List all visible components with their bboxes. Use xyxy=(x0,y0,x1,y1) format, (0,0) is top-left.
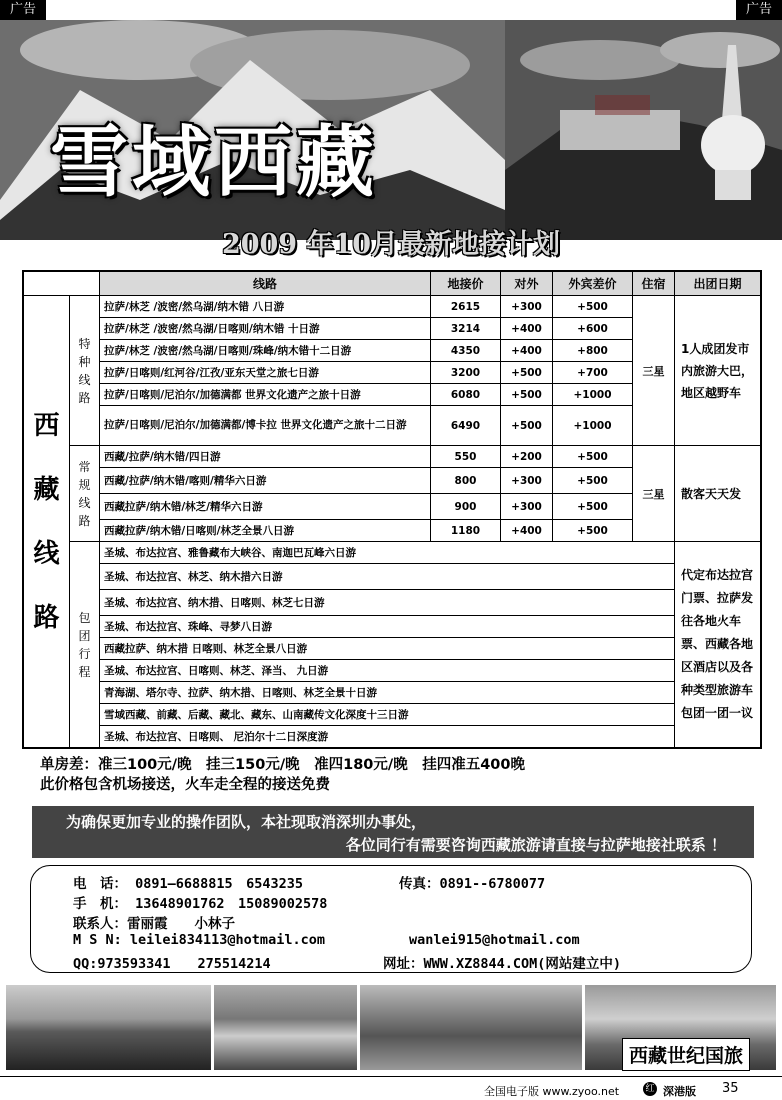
price: 1180 xyxy=(431,520,501,542)
table-row xyxy=(24,616,761,638)
price: 6490 xyxy=(431,406,501,446)
plan-subtitle: 2009 年10月最新地接计划 xyxy=(221,229,561,260)
external-price: +400 xyxy=(501,318,553,340)
table-row xyxy=(24,542,761,564)
mobile-number: 手 机： 13648901762 15089002578 xyxy=(73,896,328,912)
website: 网址：WWW.XZ8844.COM(网站建立中) xyxy=(383,956,622,972)
charter-route: 圣城、布达拉宫、纳木措、日喀则、林芝七日游 xyxy=(100,590,675,616)
foreign-diff: +500 xyxy=(553,494,633,520)
external-price: +500 xyxy=(501,362,553,384)
charter-route: 圣城、布达拉宫、日喀则、林芝、泽当、 九日游 xyxy=(100,660,675,682)
notice-line-1: 为确保更加专业的操作团队，本社现取消深圳办事处， xyxy=(66,813,427,831)
external-price: +300 xyxy=(501,296,553,318)
external-price: +500 xyxy=(501,384,553,406)
lodging-regular: 三星 xyxy=(633,446,675,542)
route-name: 西藏拉萨/纳木错/林芝/精华六日游 xyxy=(100,494,431,520)
price: 3200 xyxy=(431,362,501,384)
region-label: 西藏线路 xyxy=(24,296,70,748)
foreign-diff: +600 xyxy=(553,318,633,340)
dates-special: 1人成团发市内旅游大巴，地区越野车 xyxy=(675,296,761,446)
photo-town xyxy=(214,985,357,1070)
route-name: 拉萨/林芝 /波密/然乌湖/日喀则/纳木错 十日游 xyxy=(100,318,431,340)
price: 2615 xyxy=(431,296,501,318)
price: 900 xyxy=(431,494,501,520)
photo-temple xyxy=(360,985,582,1070)
ad-label-left: 广告 xyxy=(0,0,46,20)
external-price: +400 xyxy=(501,340,553,362)
notice-banner xyxy=(32,806,754,858)
route-name: 拉萨/日喀则/尼泊尔/加德满都 世界文化遗产之旅十日游 xyxy=(100,384,431,406)
page-footer xyxy=(0,1076,782,1100)
footer-edition: 深港版 xyxy=(663,1085,696,1098)
charter-route: 西藏拉萨、纳木措 日喀则、林芝全景八日游 xyxy=(100,638,675,660)
route-name: 拉萨/日喀则/红河谷/江孜/亚东天堂之旅七日游 xyxy=(100,362,431,384)
table-header-row xyxy=(24,272,761,296)
qq-number: QQ:973593341 275514214 xyxy=(73,956,271,972)
price: 4350 xyxy=(431,340,501,362)
charter-route: 雪域西藏、前藏、后藏、藏北、藏东、山南藏传文化深度十三日游 xyxy=(100,704,675,726)
foreign-diff: +700 xyxy=(553,362,633,384)
external-price: +400 xyxy=(501,520,553,542)
room-surcharge: 单房差：准三100元/晚 挂三150元/晚 准四180元/晚 挂四准五400晚 xyxy=(40,757,525,773)
phone-number: 电 话： 0891—6688815 6543235 xyxy=(73,876,304,892)
route-name: 西藏/拉萨/纳木错/四日游 xyxy=(100,446,431,468)
price: 3214 xyxy=(431,318,501,340)
msn-1: M S N: leilei834113@hotmail.com xyxy=(73,932,325,948)
table-row xyxy=(24,446,761,468)
transfer-note: 此价格包含机场接送，火车走全程的接送免费 xyxy=(40,777,330,793)
contact-box xyxy=(30,865,752,973)
price: 6080 xyxy=(431,384,501,406)
hero-banner xyxy=(0,20,782,240)
price: 800 xyxy=(431,468,501,494)
agency-logo-text: 西藏世纪国旅 xyxy=(622,1038,750,1071)
page-number: 35 xyxy=(722,1081,739,1096)
foreign-diff: +1000 xyxy=(553,384,633,406)
charter-route: 圣城、布达拉宫、林芝、纳木措六日游 xyxy=(100,564,675,590)
col-dates: 出团日期 xyxy=(675,272,761,296)
route-name: 拉萨/林芝 /波密/然乌湖/日喀则/珠峰/纳木错十二日游 xyxy=(100,340,431,362)
page-title: 雪域西藏 xyxy=(50,117,379,208)
header-blank xyxy=(24,272,100,296)
foreign-diff: +800 xyxy=(553,340,633,362)
charter-route: 青海湖、塔尔寺、拉萨、纳木措、日喀则、林芝全景十日游 xyxy=(100,682,675,704)
col-foreign: 外宾差价 xyxy=(553,272,633,296)
table-row xyxy=(24,638,761,660)
routes-table xyxy=(22,270,762,749)
table-row xyxy=(24,704,761,726)
charter-note: 代定布达拉宫门票、拉萨发往各地火车票、西藏各地区酒店以及各种类型旅游车包团一团一议 xyxy=(675,542,761,748)
table-row xyxy=(24,590,761,616)
lodging-special: 三星 xyxy=(633,296,675,446)
table-row xyxy=(24,682,761,704)
table-row xyxy=(24,296,761,318)
col-route: 线路 xyxy=(100,272,431,296)
msn-2: wanlei915@hotmail.com xyxy=(409,932,580,948)
charter-route: 圣城、布达拉宫、珠峰、寻梦八日游 xyxy=(100,616,675,638)
charter-route: 圣城、布达拉宫、雅鲁藏布大峡谷、南迦巴瓦峰六日游 xyxy=(100,542,675,564)
footer-badge-icon: 红 xyxy=(643,1082,657,1096)
charter-route: 圣城、布达拉宫、日喀则、 尼泊尔十二日深度游 xyxy=(100,726,675,748)
table-row xyxy=(24,660,761,682)
group-special: 特种线路 xyxy=(70,296,100,446)
fax-number: 传真：0891--6780077 xyxy=(399,876,546,892)
external-price: +500 xyxy=(501,406,553,446)
col-lodging: 住宿 xyxy=(633,272,675,296)
footer-site: 全国电子版 www.zyoo.net xyxy=(484,1085,620,1098)
group-regular: 常规线路 xyxy=(70,446,100,542)
col-price: 地接价 xyxy=(431,272,501,296)
contact-person: 联系人：雷丽霞 小林子 xyxy=(73,916,235,932)
table-row xyxy=(24,564,761,590)
foreign-diff: +1000 xyxy=(553,406,633,446)
price-notes xyxy=(40,755,760,795)
ad-label-right: 广告 xyxy=(736,0,782,20)
col-external: 对外 xyxy=(501,272,553,296)
foreign-diff: +500 xyxy=(553,520,633,542)
photo-lake xyxy=(6,985,211,1070)
external-price: +300 xyxy=(501,494,553,520)
route-name: 西藏/拉萨/纳木错/喀则/精华六日游 xyxy=(100,468,431,494)
dates-regular: 散客天天发 xyxy=(675,446,761,542)
route-name: 拉萨/林芝 /波密/然乌湖/纳木错 八日游 xyxy=(100,296,431,318)
price: 550 xyxy=(431,446,501,468)
notice-line-2: 各位同行有需要咨询西藏旅游请直接与拉萨地接社联系 ！ xyxy=(345,836,726,854)
foreign-diff: +500 xyxy=(553,446,633,468)
foreign-diff: +500 xyxy=(553,468,633,494)
external-price: +300 xyxy=(501,468,553,494)
route-name: 西藏拉萨/纳木错/日喀则/林芝全景八日游 xyxy=(100,520,431,542)
external-price: +200 xyxy=(501,446,553,468)
foreign-diff: +500 xyxy=(553,296,633,318)
group-charter: 包团行程 xyxy=(70,542,100,748)
route-name: 拉萨/日喀则/尼泊尔/加德满都/博卡拉 世界文化遗产之旅十二日游 xyxy=(100,406,431,446)
table-row xyxy=(24,726,761,748)
